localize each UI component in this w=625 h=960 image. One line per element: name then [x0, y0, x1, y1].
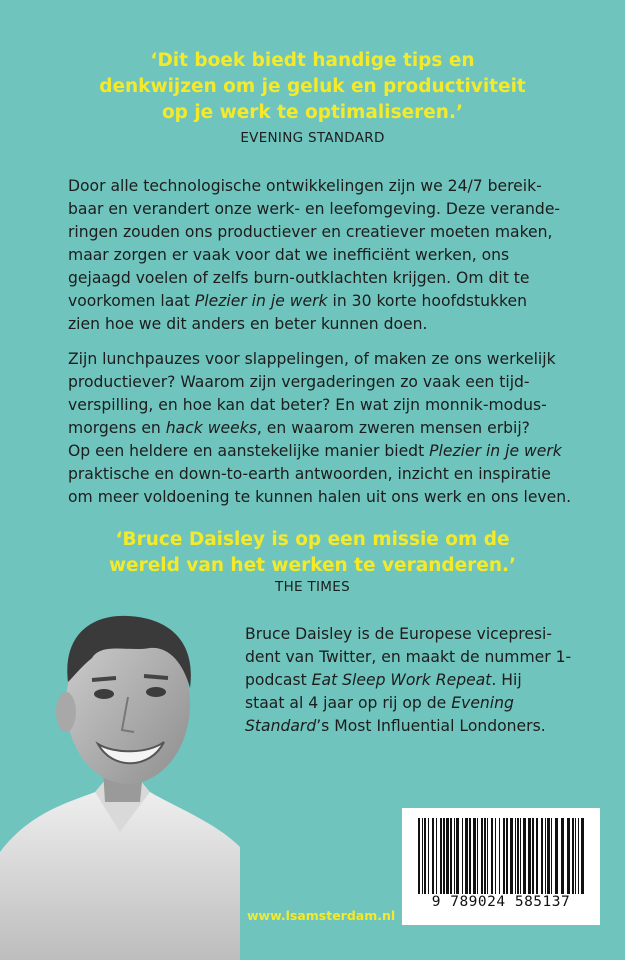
barcode-bar: [515, 818, 516, 894]
quote-line: denkwijzen om je geluk en productiviteit: [99, 76, 526, 97]
isbn-number: 9 789024 585137: [431, 894, 571, 910]
text-line: Zijn lunchpauzes voor slappelingen, of maken ze ons werkelijk: [68, 350, 556, 368]
quote-evening-standard: [0, 48, 625, 126]
barcode-bar: [491, 818, 493, 894]
barcode-bar: [528, 818, 531, 894]
text-line: dent van Twitter, en maakt de nummer 1-: [245, 648, 572, 666]
barcode-bar: [456, 818, 459, 894]
text-line: zien hoe we dit anders en beter kunnen doen.: [68, 315, 428, 333]
barcode-bar: [432, 818, 434, 894]
barcode-bar: [428, 818, 429, 894]
barcode-bar: [469, 818, 471, 894]
barcode-bar: [532, 818, 534, 894]
barcode-bar: [440, 818, 442, 894]
barcode-bar: [450, 818, 452, 894]
barcode-bar: [424, 818, 426, 894]
text-line: podcast Eat Sleep Work Repeat. Hij: [245, 671, 522, 689]
quote-line: ‘Dit boek biedt handige tips en: [150, 50, 475, 71]
text-line: voorkomen laat Plezier in je werk in 30 korte hoofdstukken: [68, 292, 528, 310]
barcode-bars: [402, 808, 600, 898]
text-line: Door alle technologische ontwikkelingen zijn we 24/7 bereik-: [68, 177, 542, 195]
text-line: verspilling, en hoe kan dat beter? En wat zijn monnik-modus-: [68, 396, 547, 414]
barcode-bar: [581, 818, 584, 894]
barcode-bar: [523, 818, 526, 894]
text-line: Op een heldere en aanstekelijke manier biedt Plezier in je werk: [68, 442, 562, 460]
quote-the-times: [0, 527, 625, 579]
barcode-bar: [572, 818, 574, 894]
barcode-bar: [561, 818, 564, 894]
text-line: gejaagd voelen of zelfs burn-outklachten krijgen. Om dit te: [68, 269, 530, 287]
text-line: Bruce Daisley is de Europese vicepresi-: [245, 625, 552, 643]
barcode-bar: [545, 818, 546, 894]
barcode-bar: [418, 818, 420, 894]
text-line: productiever? Waarom zijn vergaderingen zo vaak een tijd-: [68, 373, 530, 391]
quote-source-evening-standard: EVENING STANDARD: [240, 130, 385, 146]
barcode-bar: [547, 818, 550, 894]
barcode-bar: [567, 818, 570, 894]
barcode-bar: [477, 818, 478, 894]
blurb-paragraph-2: [68, 348, 608, 509]
barcode-bar: [555, 818, 558, 894]
text-line: praktische en down-to-earth antwoorden, inzicht en inspiratie: [68, 465, 551, 483]
author-bio: [245, 623, 615, 738]
barcode-bar: [446, 818, 449, 894]
barcode: [402, 808, 600, 925]
text-line: Standard’s Most Influential Londoners.: [245, 717, 546, 735]
barcode-bar: [541, 818, 543, 894]
barcode-bar: [536, 818, 538, 894]
barcode-bar: [473, 818, 476, 894]
text-line: staat al 4 jaar op rij op de Evening: [245, 694, 514, 712]
quote-line: wereld van het werken te veranderen.’: [108, 555, 517, 576]
barcode-bar: [575, 818, 576, 894]
barcode-bar: [454, 818, 455, 894]
text-line: maar zorgen er vaak voor dat we inefficiënt werken, ons: [68, 246, 510, 264]
barcode-bar: [520, 818, 521, 894]
barcode-bar: [510, 818, 513, 894]
publisher-website: www.lsamsterdam.nl: [247, 908, 396, 923]
barcode-bar: [443, 818, 445, 894]
text-line: baar en verandert onze werk- en leefomgeving. Deze verande-: [68, 200, 561, 218]
barcode-bar: [499, 818, 500, 894]
barcode-bar: [551, 818, 552, 894]
text-line: ringen zouden ons productiever en creatiever moeten maken,: [68, 223, 553, 241]
barcode-bar: [495, 818, 496, 894]
barcode-bar: [506, 818, 508, 894]
barcode-bar: [436, 818, 437, 894]
quote-line: op je werk te optimaliseren.’: [161, 102, 464, 123]
barcode-bar: [487, 818, 488, 894]
quote-line: ‘Bruce Daisley is op een missie om de: [115, 529, 510, 550]
blurb-paragraph-1: [68, 175, 608, 336]
barcode-bar: [422, 818, 423, 894]
barcode-bar: [465, 818, 468, 894]
barcode-bar: [578, 818, 579, 894]
barcode-bar: [503, 818, 505, 894]
text-line: morgens en hack weeks, en waarom zweren mensen erbij?: [68, 419, 530, 437]
author-photo: [0, 602, 240, 960]
barcode-bar: [462, 818, 463, 894]
barcode-bar: [484, 818, 486, 894]
quote-source-the-times: THE TIMES: [275, 579, 350, 595]
barcode-bar: [517, 818, 519, 894]
text-line: om meer voldoening te kunnen halen uit ons werk en ons leven.: [68, 488, 572, 506]
barcode-bar: [481, 818, 483, 894]
